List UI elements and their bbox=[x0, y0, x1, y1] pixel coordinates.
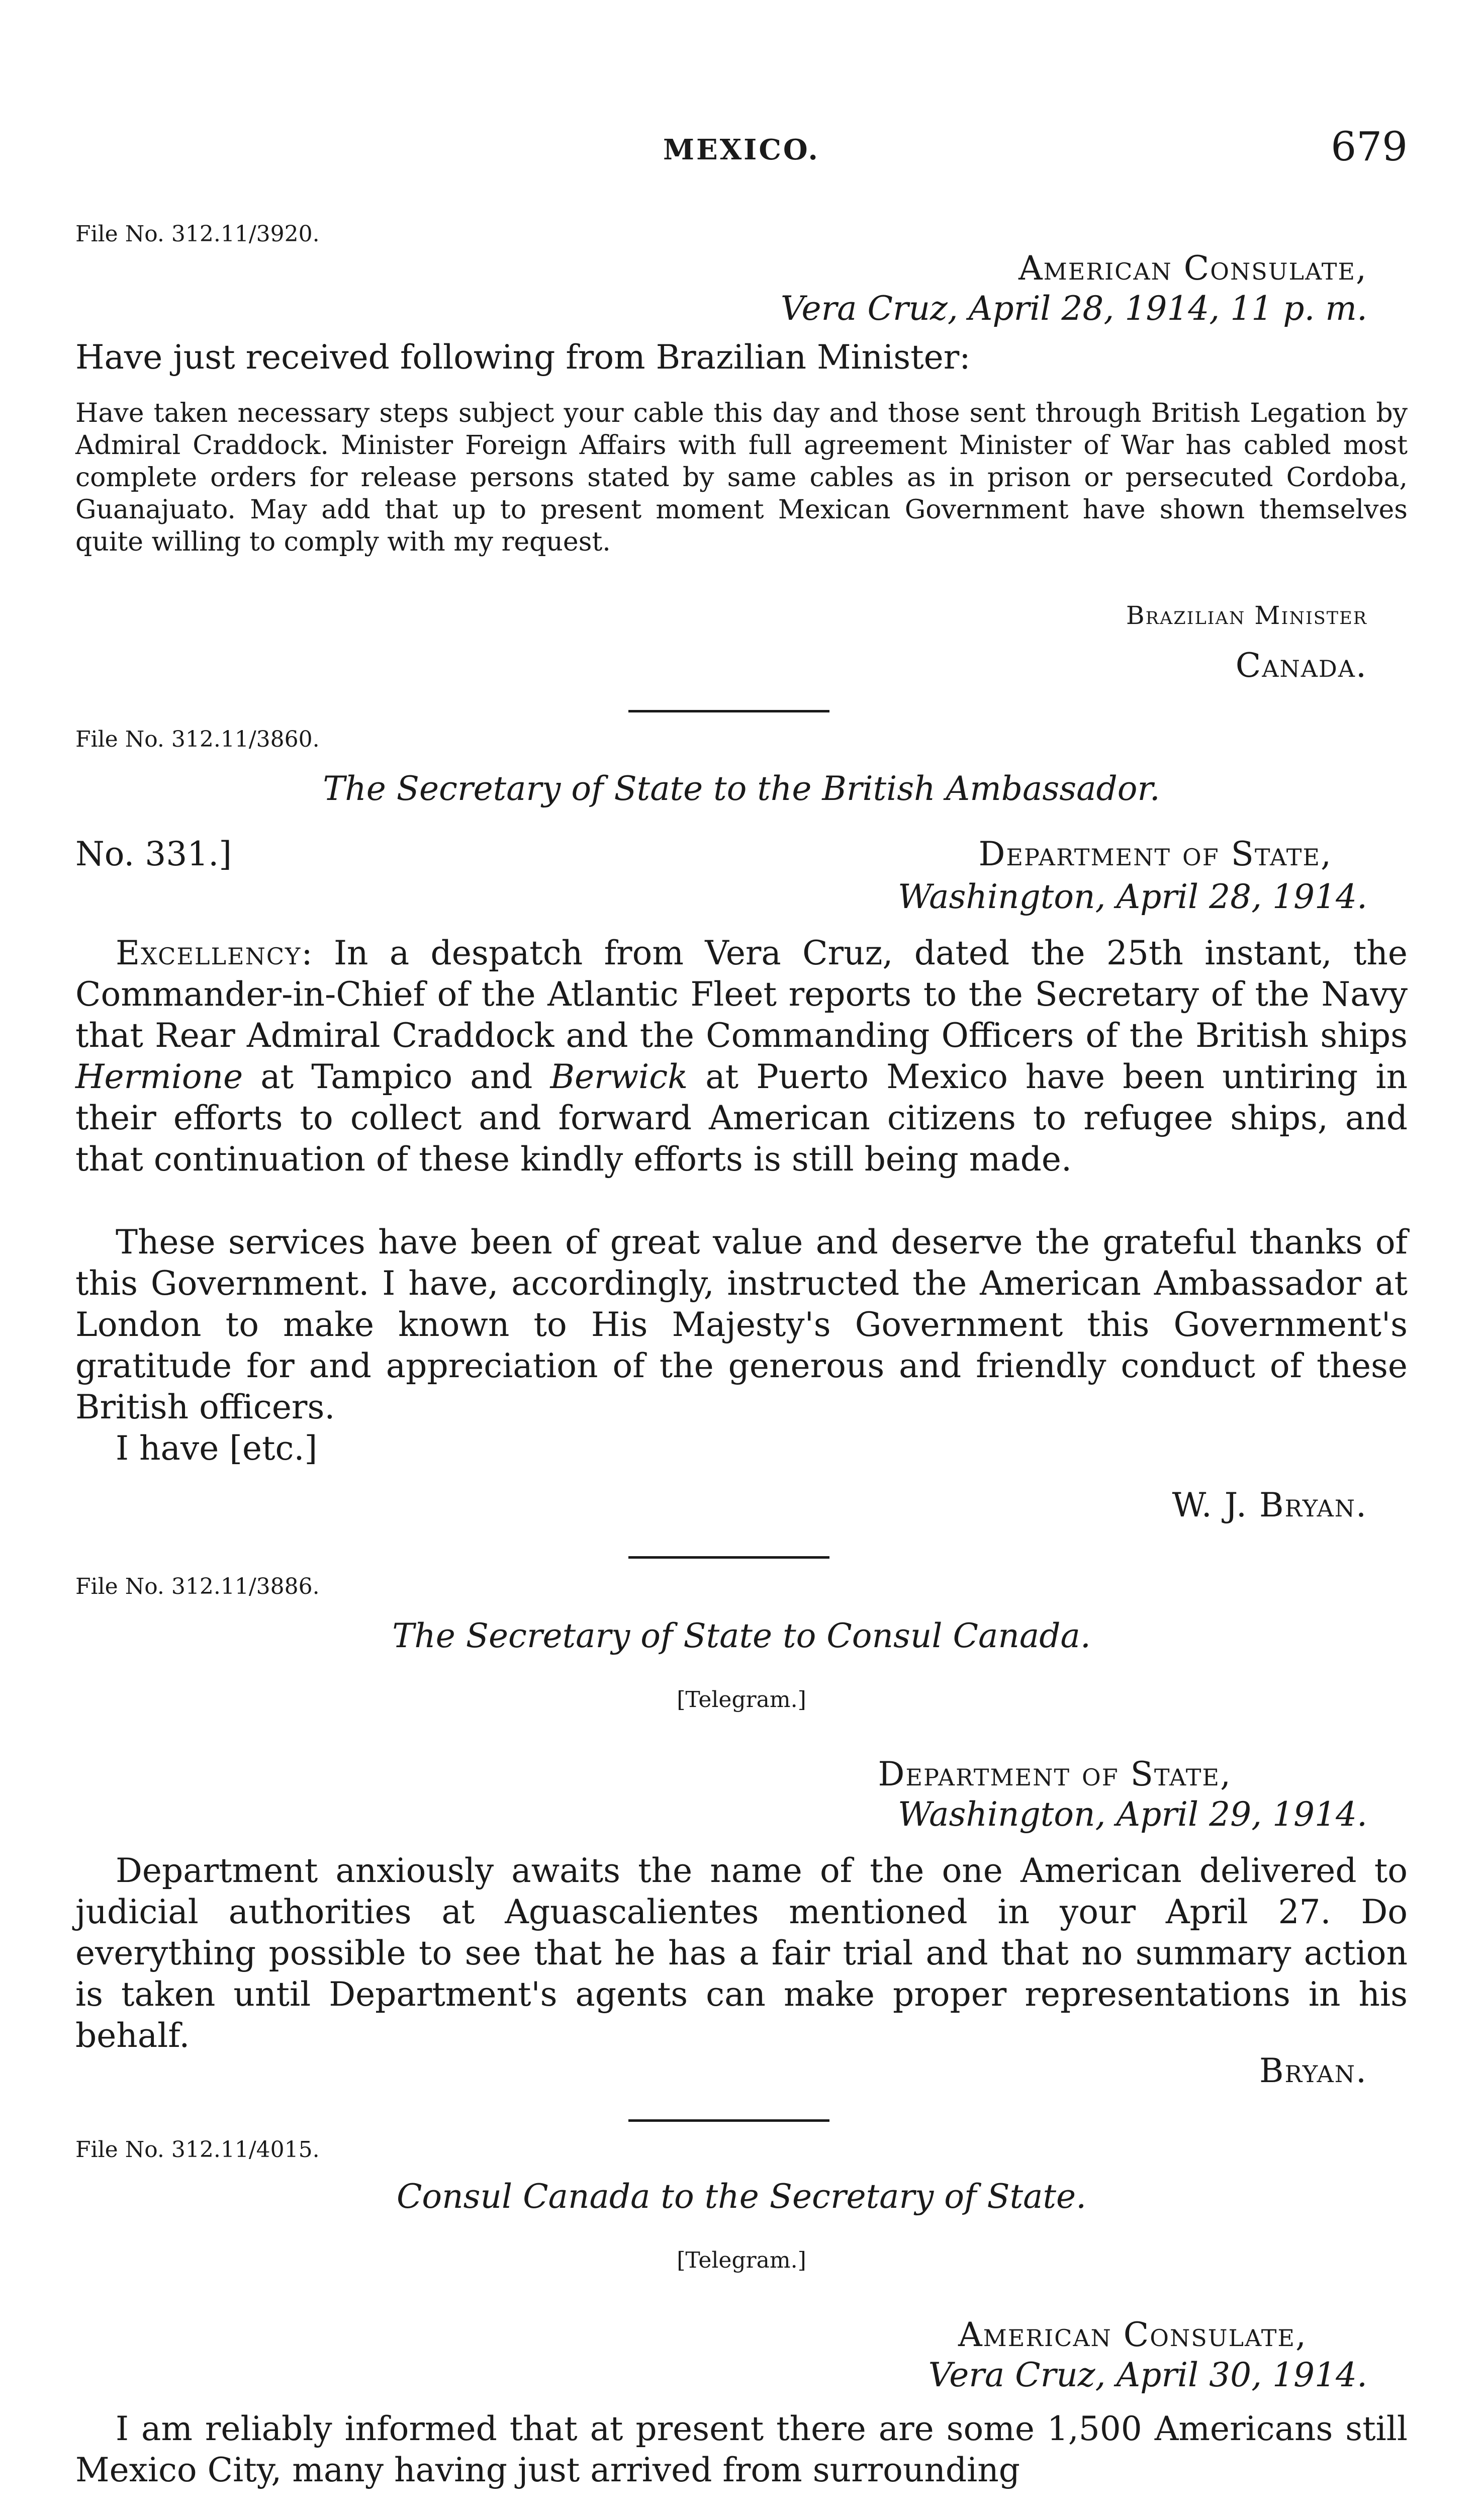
quote-signature: Brazilian Minister bbox=[1126, 601, 1367, 630]
file-number: File No. 312.11/3886. bbox=[75, 1574, 320, 1599]
document-heading: The Secretary of State to the British Ambassador. bbox=[323, 769, 1160, 808]
page-number: 679 bbox=[1331, 123, 1408, 170]
salutation: Excellency bbox=[116, 934, 302, 972]
place-date: Washington, April 29, 1914. bbox=[898, 1795, 1367, 1834]
quoted-message: Have taken necessary steps subject your cable this day and those sent through British Legation by Admiral Craddock. Minister Foreign Affairs with full agreement Minister of War has cabled most complete orders for release persons stated by same cables as in prison or persecuted Cordoba, Guanajuato. May add that up to present moment Mexican Government have shown themselves quite willing to comply with my request. bbox=[75, 398, 1408, 557]
lead-sentence: Have just received following from Brazilian Minister: bbox=[75, 338, 971, 377]
document-page bbox=[75, 0, 1408, 2514]
signature: W. J. Bryan. bbox=[1172, 1486, 1367, 1524]
closing: I have [etc.] bbox=[116, 1429, 318, 1468]
body-paragraph: I am reliably informed that at present there are some 1,500 Americans still Mexico City, many having just arrived from surrounding bbox=[75, 2409, 1408, 2489]
body-paragraph: Excellency: In a despatch from Vera Cruz, dated the 25th instant, the Commander-in-Chief of the Atlantic Fleet reports to the Secretary of the Navy that Rear Admiral Craddock and the Commanding Officers of the British ships Hermione at Tampico and Berwick at Puerto Mexico have been untiring in their efforts to collect and forward American citizens to refugee ships, and that continuation of these kindly efforts is still being made. bbox=[75, 934, 1408, 1179]
telegram-label: [Telegram.] bbox=[677, 1687, 806, 1713]
document-heading: Consul Canada to the Secretary of State. bbox=[396, 2177, 1087, 2216]
body-paragraph: These services have been of great value and deserve the grateful thanks of this Government. I have, accordingly, instructed the American Ambassador at London to make known to His Majesty's Government this Government's gratitude for and appreciation of the generous and friendly conduct of these British officers. bbox=[75, 1223, 1408, 1426]
running-head-title: MEXICO. bbox=[663, 133, 820, 166]
place-date: Vera Cruz, April 30, 1914. bbox=[928, 2356, 1367, 2394]
file-number: File No. 312.11/3920. bbox=[75, 221, 320, 247]
file-number: File No. 312.11/4015. bbox=[75, 2137, 320, 2163]
sender-office: American Consulate, bbox=[1018, 249, 1367, 288]
sender-office: Department of State, bbox=[878, 1755, 1232, 1793]
signature: Bryan. bbox=[1259, 2051, 1367, 2090]
telegram-label: [Telegram.] bbox=[677, 2248, 806, 2273]
despatch-number: No. 331.] bbox=[75, 835, 232, 873]
ship-name: Hermione bbox=[75, 1057, 243, 1096]
document-heading: The Secretary of State to Consul Canada. bbox=[392, 1617, 1091, 1655]
place-date: Washington, April 28, 1914. bbox=[898, 877, 1367, 916]
section-divider bbox=[628, 710, 829, 712]
sender-office: American Consulate, bbox=[958, 2315, 1307, 2354]
place-date: Vera Cruz, April 28, 1914, 11 p. m. bbox=[780, 289, 1367, 328]
ship-name: Berwick bbox=[550, 1057, 688, 1096]
file-number: File No. 312.11/3860. bbox=[75, 727, 320, 752]
sender-office: Department of State, bbox=[978, 835, 1332, 873]
running-head bbox=[75, 123, 1408, 168]
section-divider bbox=[628, 2119, 829, 2122]
body-paragraph: Department anxiously awaits the name of the one American delivered to judicial authorities at Aguascalientes mentioned in your April 27. Do everything possible to see that he has a fair trial and that no summary action is taken until Department's agents can make proper representations in his behalf. bbox=[75, 1851, 1408, 2055]
signature: Canada. bbox=[1235, 646, 1367, 685]
section-divider bbox=[628, 1556, 829, 1559]
